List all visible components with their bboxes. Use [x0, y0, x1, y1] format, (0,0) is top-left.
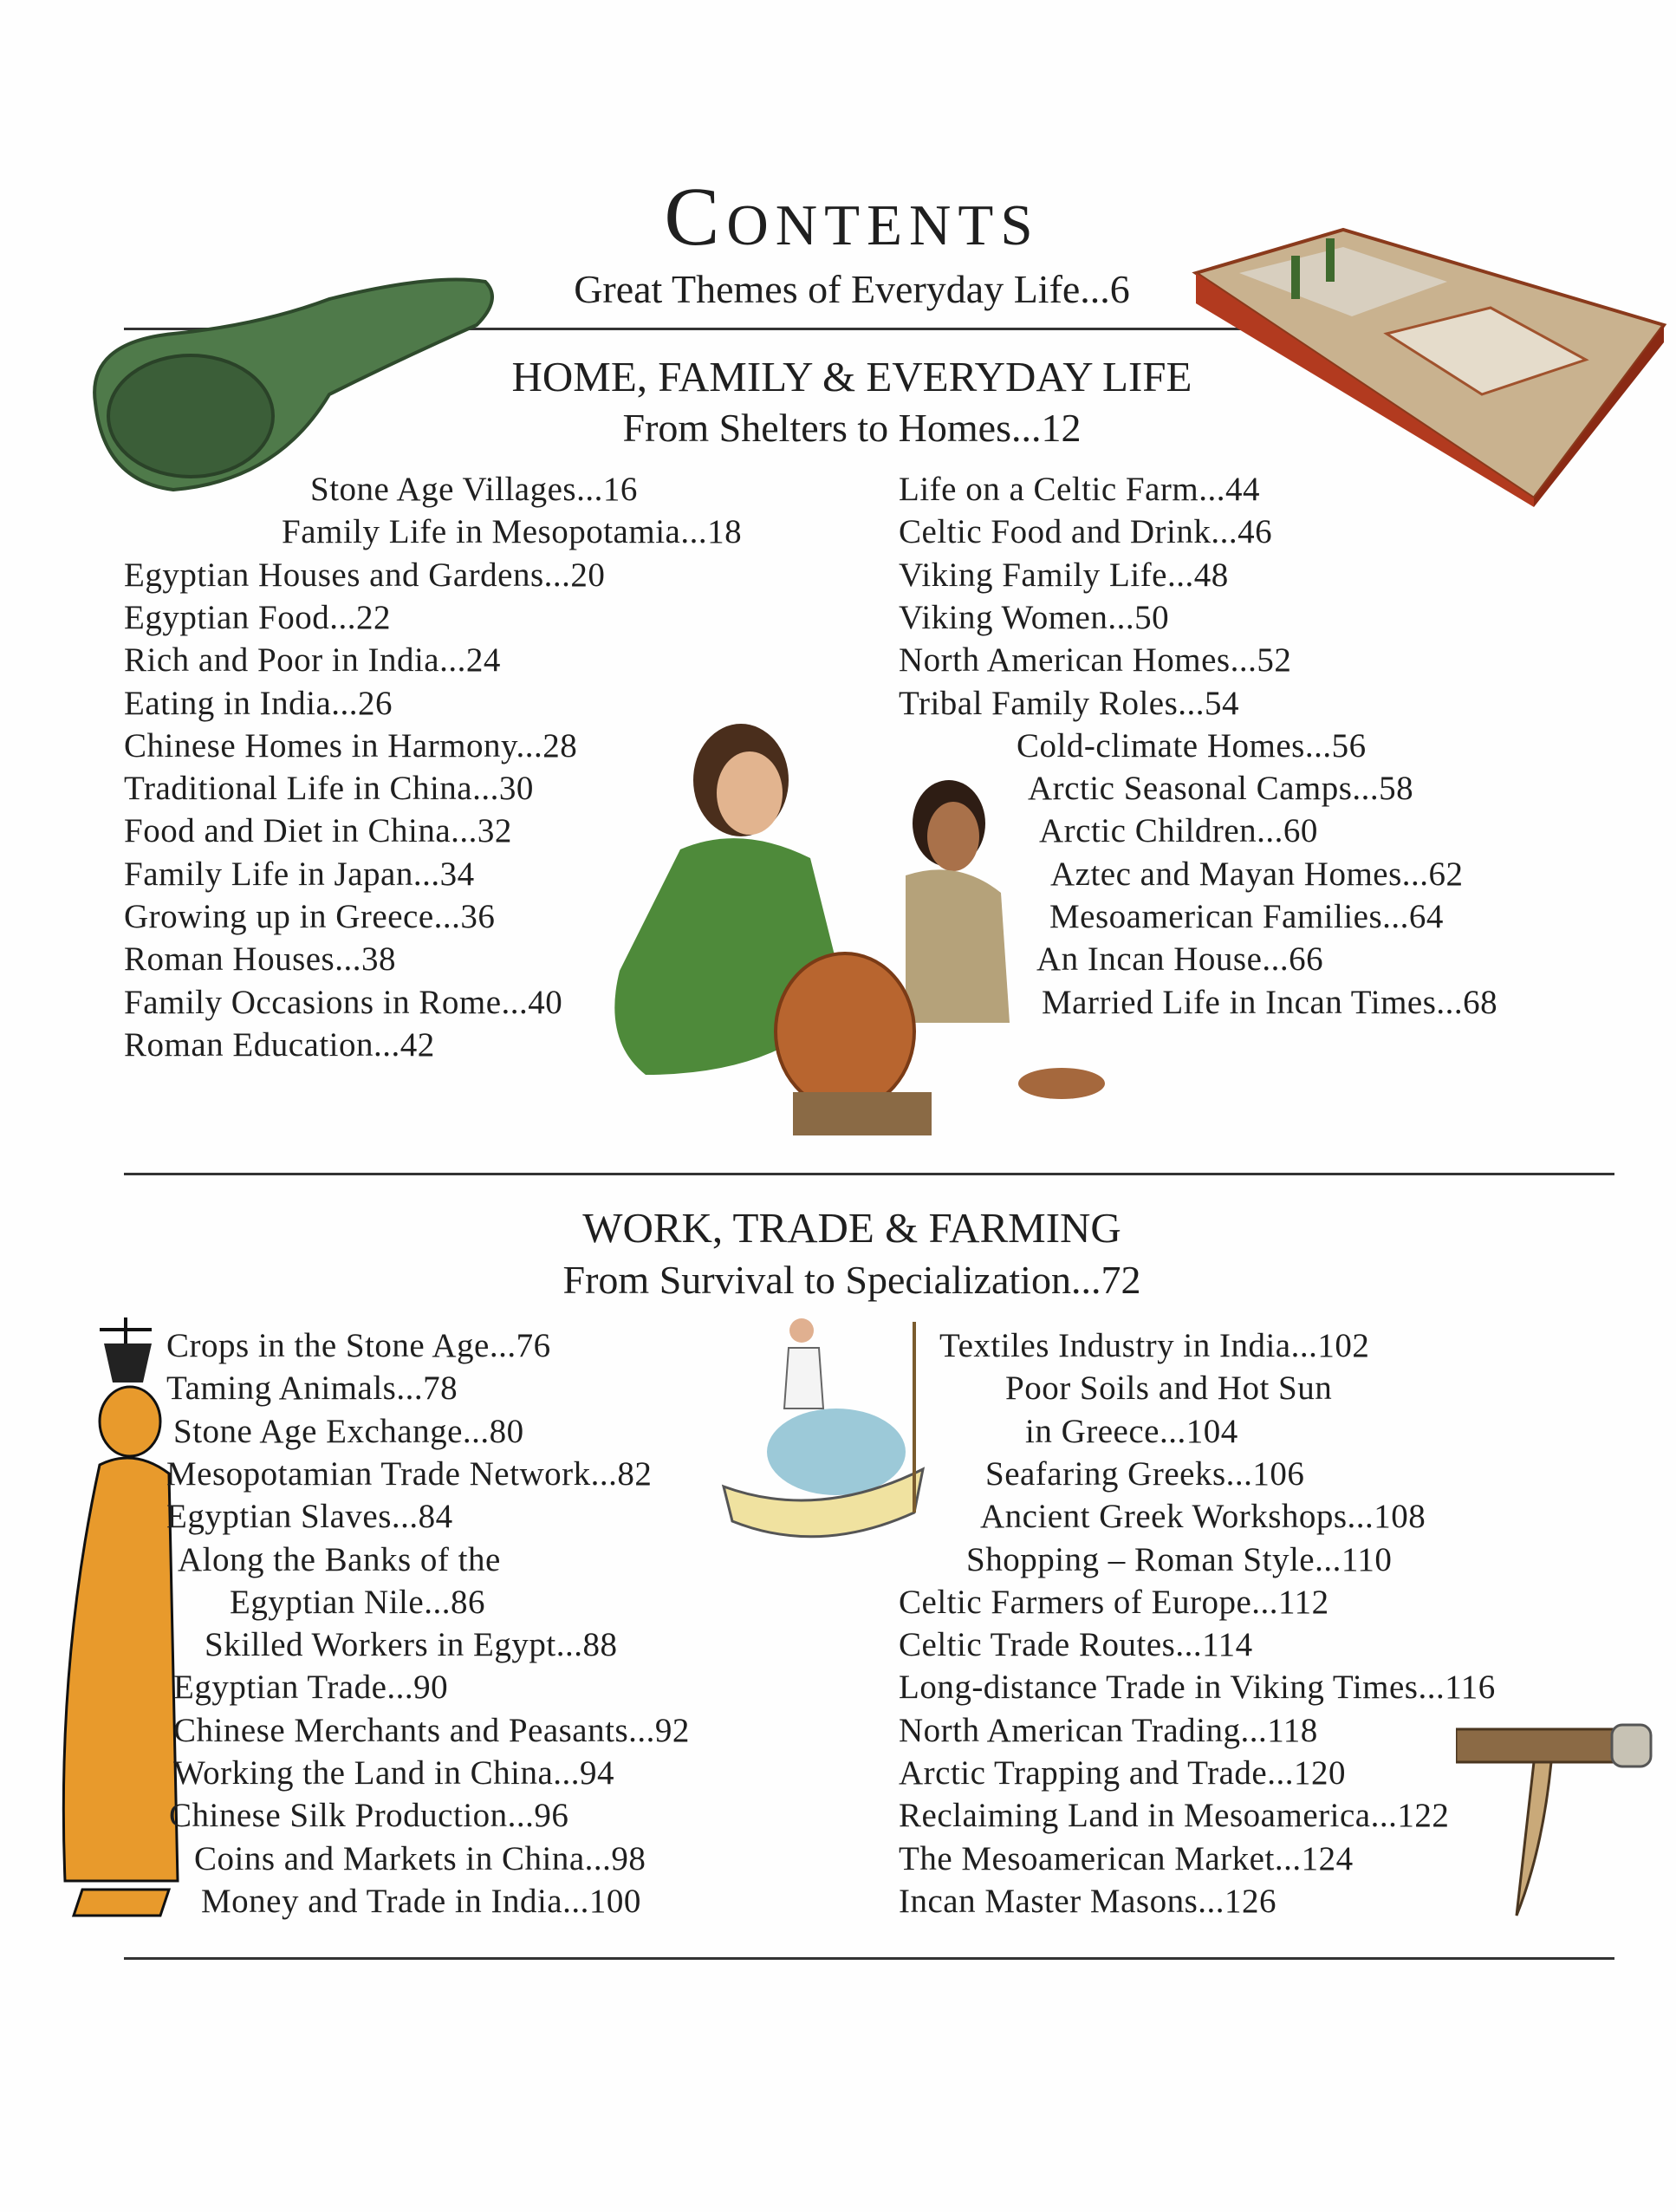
- roman-house-cutaway-image: [1187, 221, 1673, 507]
- contents-entry[interactable]: Coins and Markets in China...98: [194, 1839, 646, 1877]
- contents-entry[interactable]: Arctic Trapping and Trade...120: [899, 1754, 1346, 1792]
- contents-entry[interactable]: Egyptian Houses and Gardens...20: [124, 556, 606, 594]
- contents-entry[interactable]: Poor Soils and Hot Sun: [1005, 1369, 1333, 1408]
- contents-entry[interactable]: Reclaiming Land in Mesoamerica...122: [899, 1797, 1450, 1835]
- contents-entry[interactable]: Textiles Industry in India...102: [939, 1327, 1370, 1364]
- contents-entry[interactable]: Long-distance Trade in Viking Times...116: [899, 1669, 1496, 1707]
- contents-entry[interactable]: North American Trading...118: [899, 1711, 1318, 1749]
- divider: [124, 1957, 1614, 1960]
- boat-fisherman-image: [715, 1313, 932, 1556]
- contents-entry[interactable]: Egyptian Food...22: [124, 598, 391, 636]
- contents-entry[interactable]: Rich and Poor in India...24: [124, 641, 501, 680]
- section-subheading-work[interactable]: From Survival to Specialization...72: [562, 1258, 1141, 1302]
- contents-entry[interactable]: Shopping – Roman Style...110: [966, 1540, 1393, 1578]
- contents-entry[interactable]: Egyptian Nile...86: [230, 1583, 485, 1621]
- contents-entry[interactable]: Incan Master Masons...126: [899, 1882, 1276, 1920]
- contents-entry[interactable]: North American Homes...52: [899, 641, 1292, 680]
- page-title: Contents: [664, 170, 1040, 263]
- contents-entry[interactable]: Food and Diet in China...32: [124, 812, 512, 850]
- contents-entry[interactable]: Viking Women...50: [899, 598, 1170, 636]
- contents-entry[interactable]: Mesoamerican Families...64: [1049, 898, 1444, 935]
- contents-entry[interactable]: Egyptian Trade...90: [173, 1669, 449, 1707]
- contents-entry[interactable]: Skilled Workers in Egypt...88: [205, 1626, 618, 1664]
- contents-entry[interactable]: Family Life in Mesopotamia...18: [282, 513, 743, 551]
- contents-entry[interactable]: Chinese Silk Production...96: [169, 1797, 569, 1835]
- contents-entry[interactable]: Stone Age Exchange...80: [173, 1412, 524, 1450]
- contents-entry[interactable]: Family Occasions in Rome...40: [124, 983, 563, 1021]
- contents-entry[interactable]: Married Life in Incan Times...68: [1042, 983, 1498, 1021]
- contents-entry[interactable]: Family Life in Japan...34: [124, 855, 475, 893]
- section-subheading-home[interactable]: From Shelters to Homes...12: [622, 406, 1082, 450]
- contents-entry[interactable]: Eating in India...26: [124, 684, 393, 722]
- contents-entry[interactable]: Traditional Life in China...30: [124, 770, 534, 808]
- contents-entry[interactable]: Roman Houses...38: [124, 940, 396, 979]
- divider: [124, 1173, 1614, 1175]
- contents-entry[interactable]: Aztec and Mayan Homes...62: [1050, 855, 1464, 893]
- contents-entry[interactable]: Growing up in Greece...36: [124, 898, 496, 935]
- contents-entry[interactable]: Money and Trade in India...100: [201, 1882, 641, 1920]
- contents-entry[interactable]: Life on a Celtic Farm...44: [899, 471, 1260, 508]
- contents-entry[interactable]: Egyptian Slaves...84: [166, 1498, 453, 1536]
- section-heading-home: HOME, FAMILY & EVERYDAY LIFE: [511, 353, 1192, 400]
- contents-entry[interactable]: Crops in the Stone Age...76: [166, 1327, 551, 1364]
- contents-entry[interactable]: in Greece...104: [1025, 1412, 1238, 1450]
- contents-entry[interactable]: Chinese Homes in Harmony...28: [124, 726, 578, 764]
- antler-tool-image: [1456, 1721, 1655, 1920]
- contents-entry[interactable]: Mesopotamian Trade Network...82: [166, 1454, 653, 1493]
- contents-entry[interactable]: Celtic Food and Drink...46: [899, 513, 1273, 551]
- contents-entry[interactable]: Stone Age Villages...16: [310, 471, 638, 508]
- contents-entry[interactable]: Arctic Children...60: [1039, 812, 1318, 850]
- contents-entry[interactable]: Viking Family Life...48: [899, 556, 1229, 594]
- contents-entry[interactable]: Working the Land in China...94: [173, 1754, 615, 1792]
- intro-entry[interactable]: Great Themes of Everyday Life...6: [574, 267, 1130, 311]
- contents-entry[interactable]: Ancient Greek Workshops...108: [980, 1498, 1426, 1536]
- contents-entry[interactable]: Along the Banks of the: [178, 1540, 501, 1578]
- contents-entry[interactable]: Taming Animals...78: [166, 1369, 458, 1408]
- contents-entry[interactable]: Roman Education...42: [124, 1025, 435, 1064]
- contents-entry[interactable]: Cold-climate Homes...56: [1017, 726, 1367, 764]
- contents-entry[interactable]: Seafaring Greeks...106: [985, 1454, 1305, 1493]
- contents-entry[interactable]: Celtic Farmers of Europe...112: [899, 1583, 1329, 1621]
- contents-entry[interactable]: Chinese Merchants and Peasants...92: [173, 1711, 690, 1749]
- contents-entry[interactable]: Arctic Seasonal Camps...58: [1028, 770, 1414, 808]
- contents-entry[interactable]: An Incan House...66: [1036, 940, 1324, 979]
- contents-entry[interactable]: Tribal Family Roles...54: [899, 684, 1240, 722]
- section-heading-work: WORK, TRADE & FARMING: [582, 1204, 1121, 1252]
- contents-entry[interactable]: Celtic Trade Routes...114: [899, 1626, 1253, 1664]
- contents-entry[interactable]: The Mesoamerican Market...124: [899, 1839, 1354, 1877]
